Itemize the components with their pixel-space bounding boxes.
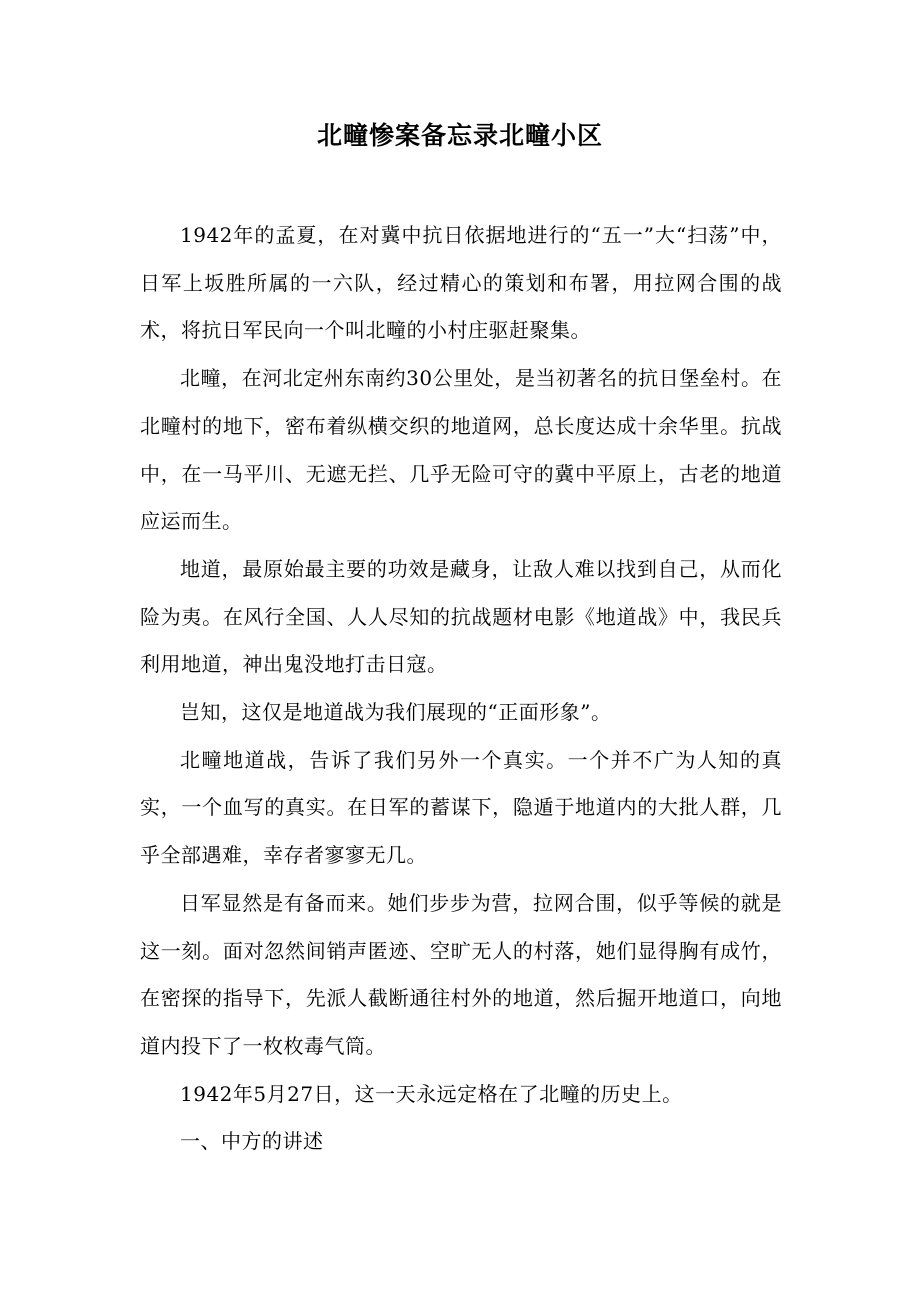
paragraph-2: 北疃，在河北定州东南约30公里处，是当初著名的抗日堡垒村。在北疃村的地下，密布着纵横交织的地道网，总长度达成十余华里。抗战中，在一马平川、无遮无拦、几乎无险可守的冀中平原上，古老的地道应运而生。: [140, 366, 782, 534]
paragraph-1: 1942年的孟夏，在对冀中抗日依据地进行的“五一”大“扫荡”中，日军上坂胜所属的一六队，经过精心的策划和布署，用拉网合围的战术，将抗日军民向一个叫北疃的小村庄驱赶聚集。: [140, 223, 782, 343]
paragraph-4: 岂知，这仅是地道战为我们展现的“正面形象”。: [180, 700, 612, 725]
paragraph-6: 日军显然是有备而来。她们步步为营，拉网合围，似乎等候的就是这一刻。面对忽然间销声匿迹、空旷无人的村落，她们显得胸有成竹，在密探的指导下，先派人截断通往村外的地道，然后掘开地道口，向地道内投下了一枚枚毒气筒。: [140, 890, 782, 1058]
paragraph-5: 北疃地道战，告诉了我们另外一个真实。一个并不广为人知的真实，一个血写的真实。在日军的蓄谋下，隐遁于地道内的大批人群，几乎全部遇难，幸存者寥寥无几。: [140, 747, 782, 868]
document-body: [140, 212, 782, 1166]
section-heading-1: 一、中方的讲述: [180, 1129, 324, 1154]
paragraph-3: 地道，最原始最主要的功效是藏身，让敌人难以找到自己，从而化险为夷。在风行全国、人人尽知的抗战题材电影《地道战》中，我民兵利用地道，神出鬼没地打击日寇。: [140, 556, 782, 677]
document-title: 北疃惨案备忘录北疃小区: [316, 121, 603, 150]
paragraph-7: 1942年5月27日，这一天永远定格在了北疃的历史上。: [180, 1081, 683, 1106]
